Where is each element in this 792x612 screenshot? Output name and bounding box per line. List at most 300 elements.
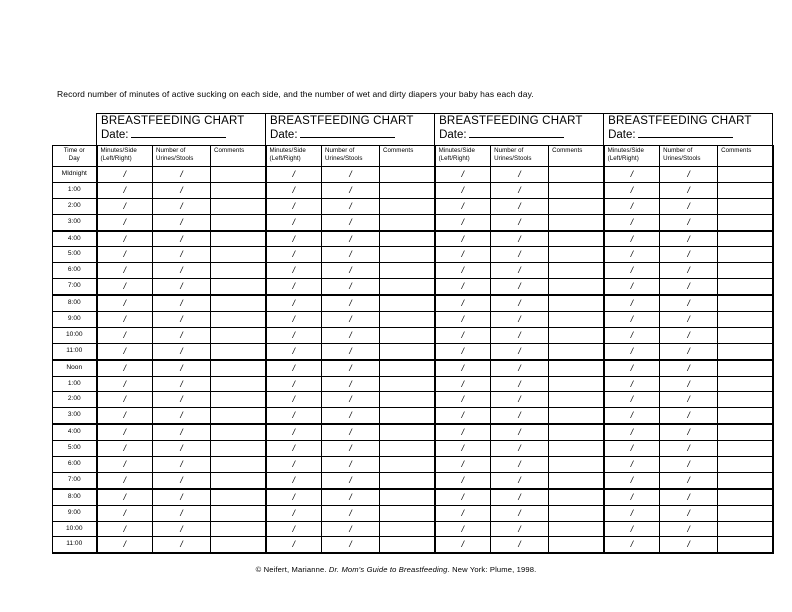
comments-entry-cell[interactable] (211, 376, 266, 392)
minutes-side-entry-cell[interactable]: / (604, 392, 660, 408)
minutes-side-entry-cell[interactable]: / (97, 231, 153, 247)
comments-entry-cell[interactable] (549, 441, 604, 457)
minutes-side-entry-cell[interactable]: / (604, 198, 660, 214)
table-row (53, 392, 773, 408)
minutes-side-entry-cell[interactable]: / (435, 521, 491, 537)
minutes-side-entry-cell[interactable]: / (266, 537, 322, 553)
minutes-side-entry-cell[interactable]: / (435, 343, 491, 359)
comments-entry-cell[interactable] (718, 279, 773, 295)
minutes-side-entry-cell[interactable]: / (266, 295, 322, 311)
minutes-side-entry-cell[interactable]: / (435, 472, 491, 488)
urines-stools-entry-cell[interactable]: / (153, 376, 211, 392)
urines-stools-entry-cell[interactable]: / (660, 198, 718, 214)
comments-entry-cell[interactable] (211, 360, 266, 376)
comments-entry-cell[interactable] (549, 489, 604, 505)
urines-stools-entry-cell[interactable]: / (322, 312, 380, 328)
comments-entry-cell[interactable] (380, 360, 435, 376)
urines-stools-entry-cell[interactable]: / (322, 182, 380, 198)
comments-entry-cell[interactable] (211, 182, 266, 198)
urines-stools-entry-cell[interactable]: / (491, 231, 549, 247)
comments-entry-cell[interactable] (549, 457, 604, 473)
minutes-side-entry-cell[interactable]: / (266, 424, 322, 440)
urines-stools-entry-cell[interactable]: / (660, 408, 718, 424)
comments-entry-cell[interactable] (549, 231, 604, 247)
urines-stools-entry-cell[interactable]: / (153, 167, 211, 183)
urines-stools-entry-cell[interactable]: / (660, 295, 718, 311)
urines-stools-entry-cell[interactable]: / (153, 505, 211, 521)
comments-entry-cell[interactable] (549, 247, 604, 263)
urines-stools-entry-cell[interactable]: / (491, 295, 549, 311)
minutes-side-entry-cell[interactable]: / (435, 505, 491, 521)
minutes-side-entry-cell[interactable]: / (604, 167, 660, 183)
comments-entry-cell[interactable] (718, 457, 773, 473)
urines-stools-entry-cell[interactable]: / (491, 360, 549, 376)
comments-entry-cell[interactable] (211, 214, 266, 230)
comments-entry-cell[interactable] (718, 489, 773, 505)
minutes-side-entry-cell[interactable]: / (604, 537, 660, 553)
minutes-side-entry-cell[interactable]: / (266, 231, 322, 247)
urines-stools-entry-cell[interactable]: / (322, 521, 380, 537)
minutes-side-entry-cell[interactable]: / (604, 505, 660, 521)
comments-entry-cell[interactable] (380, 327, 435, 343)
comments-entry-cell[interactable] (211, 231, 266, 247)
urines-stools-entry-cell[interactable]: / (660, 489, 718, 505)
minutes-side-entry-cell[interactable]: / (435, 231, 491, 247)
minutes-side-entry-cell[interactable]: / (266, 343, 322, 359)
time-label-cell: 4:00 (53, 231, 97, 247)
minutes-side-entry-cell[interactable]: / (266, 392, 322, 408)
minutes-side-entry-cell[interactable]: / (97, 489, 153, 505)
comments-entry-cell[interactable] (718, 182, 773, 198)
comments-entry-cell[interactable] (211, 327, 266, 343)
urines-stools-entry-cell[interactable]: / (322, 424, 380, 440)
minutes-side-entry-cell[interactable]: / (604, 424, 660, 440)
minutes-side-entry-cell[interactable]: / (435, 279, 491, 295)
minutes-side-entry-cell[interactable]: / (604, 214, 660, 230)
minutes-side-entry-cell[interactable]: / (97, 472, 153, 488)
urines-stools-entry-cell[interactable]: / (153, 521, 211, 537)
comments-entry-cell[interactable] (549, 505, 604, 521)
minutes-side-entry-cell[interactable]: / (604, 312, 660, 328)
comments-entry-cell[interactable] (549, 376, 604, 392)
comments-entry-cell[interactable] (211, 167, 266, 183)
minutes-side-entry-cell[interactable]: / (97, 521, 153, 537)
comments-entry-cell[interactable] (549, 537, 604, 553)
urines-stools-entry-cell[interactable]: / (322, 214, 380, 230)
comments-entry-cell[interactable] (549, 424, 604, 440)
urines-stools-entry-cell[interactable]: / (153, 182, 211, 198)
minutes-side-entry-cell[interactable]: / (266, 327, 322, 343)
minutes-side-entry-cell[interactable]: / (604, 489, 660, 505)
urines-stools-entry-cell[interactable]: / (322, 295, 380, 311)
urines-stools-entry-cell[interactable]: / (153, 343, 211, 359)
urines-stools-entry-cell[interactable]: / (660, 312, 718, 328)
minutes-side-entry-cell[interactable]: / (266, 167, 322, 183)
urines-stools-entry-cell[interactable]: / (491, 376, 549, 392)
minutes-side-entry-cell[interactable]: / (435, 392, 491, 408)
urines-stools-entry-cell[interactable]: / (660, 182, 718, 198)
comments-entry-cell[interactable] (718, 231, 773, 247)
urines-stools-entry-cell[interactable]: / (491, 472, 549, 488)
minutes-side-entry-cell[interactable]: / (604, 182, 660, 198)
minutes-side-entry-cell[interactable]: / (97, 167, 153, 183)
urines-stools-entry-cell[interactable]: / (660, 505, 718, 521)
comments-entry-cell[interactable] (380, 424, 435, 440)
minutes-side-entry-cell[interactable]: / (435, 457, 491, 473)
urines-stools-entry-cell[interactable]: / (322, 231, 380, 247)
urines-stools-entry-cell[interactable]: / (491, 537, 549, 553)
urines-stools-entry-cell[interactable]: / (322, 489, 380, 505)
comments-entry-cell[interactable] (549, 167, 604, 183)
comments-entry-cell[interactable] (211, 424, 266, 440)
comments-entry-cell[interactable] (718, 392, 773, 408)
urines-stools-entry-cell[interactable]: / (322, 263, 380, 279)
urines-stools-entry-cell[interactable]: / (491, 312, 549, 328)
comments-entry-cell[interactable] (549, 343, 604, 359)
comments-entry-cell[interactable] (380, 392, 435, 408)
minutes-side-entry-cell[interactable]: / (266, 279, 322, 295)
minutes-side-entry-cell[interactable]: / (266, 360, 322, 376)
minutes-side-entry-cell[interactable]: / (435, 537, 491, 553)
urines-stools-entry-cell[interactable]: / (491, 247, 549, 263)
minutes-side-entry-cell[interactable]: / (435, 167, 491, 183)
minutes-side-entry-cell[interactable]: / (604, 327, 660, 343)
urines-stools-entry-cell[interactable]: / (660, 392, 718, 408)
date-write-line[interactable] (300, 128, 395, 138)
comments-entry-cell[interactable] (549, 198, 604, 214)
comments-entry-cell[interactable] (549, 360, 604, 376)
urines-stools-entry-cell[interactable]: / (660, 472, 718, 488)
comments-entry-cell[interactable] (380, 376, 435, 392)
comments-entry-cell[interactable] (380, 343, 435, 359)
urines-stools-entry-cell[interactable]: / (491, 214, 549, 230)
comments-entry-cell[interactable] (380, 441, 435, 457)
urines-stools-entry-cell[interactable]: / (660, 231, 718, 247)
urines-stools-entry-cell[interactable]: / (153, 214, 211, 230)
minutes-side-entry-cell[interactable]: / (435, 360, 491, 376)
minutes-side-entry-cell[interactable]: / (435, 312, 491, 328)
minutes-side-entry-cell[interactable]: / (97, 457, 153, 473)
comments-entry-cell[interactable] (718, 376, 773, 392)
urines-stools-entry-cell[interactable]: / (322, 376, 380, 392)
minutes-side-entry-cell[interactable]: / (604, 376, 660, 392)
urines-stools-entry-cell[interactable]: / (153, 489, 211, 505)
minutes-side-entry-cell[interactable]: / (97, 360, 153, 376)
urines-stools-entry-cell[interactable]: / (491, 167, 549, 183)
urines-stools-entry-cell[interactable]: / (660, 441, 718, 457)
date-write-line[interactable] (131, 128, 226, 138)
comments-entry-cell[interactable] (380, 263, 435, 279)
urines-stools-entry-cell[interactable]: / (491, 408, 549, 424)
urines-stools-entry-cell[interactable]: / (491, 424, 549, 440)
minutes-side-entry-cell[interactable]: / (435, 247, 491, 263)
minutes-side-entry-cell[interactable]: / (435, 263, 491, 279)
minutes-side-entry-cell[interactable]: / (604, 521, 660, 537)
comments-entry-cell[interactable] (211, 247, 266, 263)
comments-entry-cell[interactable] (380, 182, 435, 198)
minutes-side-entry-cell[interactable]: / (435, 376, 491, 392)
comments-entry-cell[interactable] (549, 214, 604, 230)
comments-entry-cell[interactable] (718, 327, 773, 343)
comments-entry-cell[interactable] (380, 457, 435, 473)
urines-stools-entry-cell[interactable]: / (491, 263, 549, 279)
urines-stools-entry-cell[interactable]: / (322, 198, 380, 214)
title-row-spacer (53, 114, 97, 146)
comments-entry-cell[interactable] (380, 279, 435, 295)
comments-entry-cell[interactable] (718, 295, 773, 311)
urines-stools-entry-cell[interactable]: / (322, 505, 380, 521)
urines-stools-entry-cell[interactable]: / (153, 247, 211, 263)
comments-entry-cell[interactable] (211, 198, 266, 214)
comments-entry-cell[interactable] (718, 408, 773, 424)
comments-entry-cell[interactable] (718, 441, 773, 457)
comments-entry-cell[interactable] (211, 537, 266, 553)
urines-stools-entry-cell[interactable]: / (322, 247, 380, 263)
comments-entry-cell[interactable] (380, 167, 435, 183)
comments-entry-cell[interactable] (549, 263, 604, 279)
minutes-side-entry-cell[interactable]: / (435, 214, 491, 230)
minutes-side-entry-cell[interactable]: / (435, 424, 491, 440)
urines-stools-entry-cell[interactable]: / (660, 424, 718, 440)
comments-entry-cell[interactable] (549, 312, 604, 328)
urines-stools-entry-cell[interactable]: / (153, 408, 211, 424)
urines-stools-entry-cell[interactable]: / (322, 167, 380, 183)
urines-stools-entry-cell[interactable]: / (153, 360, 211, 376)
minutes-side-entry-cell[interactable]: / (266, 312, 322, 328)
minutes-side-entry-cell[interactable]: / (97, 441, 153, 457)
urines-stools-entry-cell[interactable]: / (660, 521, 718, 537)
comments-entry-cell[interactable] (718, 263, 773, 279)
comments-entry-cell[interactable] (549, 408, 604, 424)
comments-entry-cell[interactable] (380, 408, 435, 424)
urines-stools-entry-cell[interactable]: / (153, 441, 211, 457)
date-field[interactable] (608, 128, 772, 142)
minutes-side-entry-cell[interactable]: / (604, 247, 660, 263)
comments-entry-cell[interactable] (380, 312, 435, 328)
urines-stools-entry-cell[interactable]: / (322, 327, 380, 343)
urines-stools-entry-cell[interactable]: / (660, 537, 718, 553)
minutes-side-entry-cell[interactable]: / (266, 521, 322, 537)
minutes-side-entry-cell[interactable]: / (97, 392, 153, 408)
minutes-side-entry-cell[interactable]: / (266, 182, 322, 198)
comments-entry-cell[interactable] (211, 295, 266, 311)
comments-entry-cell[interactable] (380, 505, 435, 521)
urines-stools-entry-cell[interactable]: / (491, 198, 549, 214)
comments-entry-cell[interactable] (380, 489, 435, 505)
comments-entry-cell[interactable] (211, 521, 266, 537)
comments-entry-cell[interactable] (211, 279, 266, 295)
date-write-line[interactable] (638, 128, 733, 138)
minutes-side-entry-cell[interactable]: / (604, 343, 660, 359)
urines-stools-entry-cell[interactable]: / (153, 392, 211, 408)
minutes-side-entry-cell[interactable]: / (266, 376, 322, 392)
urines-stools-entry-cell[interactable]: / (491, 521, 549, 537)
minutes-side-entry-cell[interactable]: / (266, 247, 322, 263)
urines-stools-entry-cell[interactable]: / (322, 360, 380, 376)
urines-stools-entry-cell[interactable]: / (322, 279, 380, 295)
comments-entry-cell[interactable] (718, 472, 773, 488)
minutes-side-entry-cell[interactable]: / (604, 231, 660, 247)
comments-entry-cell[interactable] (211, 472, 266, 488)
urines-stools-entry-cell[interactable]: / (660, 279, 718, 295)
minutes-side-entry-cell[interactable]: / (604, 441, 660, 457)
comments-entry-cell[interactable] (211, 441, 266, 457)
urines-stools-entry-cell[interactable]: / (322, 392, 380, 408)
comments-entry-cell[interactable] (718, 537, 773, 553)
minutes-side-entry-cell[interactable]: / (97, 198, 153, 214)
time-label-cell: 11:00 (53, 343, 97, 359)
comments-entry-cell[interactable] (549, 182, 604, 198)
minutes-side-entry-cell[interactable]: / (604, 472, 660, 488)
minutes-side-entry-cell[interactable]: / (604, 360, 660, 376)
minutes-side-entry-cell[interactable]: / (97, 247, 153, 263)
minutes-side-entry-cell[interactable]: / (266, 408, 322, 424)
urines-stools-entry-cell[interactable]: / (322, 441, 380, 457)
date-field[interactable] (270, 128, 434, 142)
urines-stools-entry-cell[interactable]: / (660, 376, 718, 392)
comments-entry-cell[interactable] (380, 521, 435, 537)
date-field[interactable] (439, 128, 603, 142)
urines-stools-entry-cell[interactable]: / (660, 247, 718, 263)
comments-entry-cell[interactable] (549, 392, 604, 408)
urines-stools-entry-cell[interactable]: / (322, 408, 380, 424)
comments-entry-cell[interactable] (211, 489, 266, 505)
comments-entry-cell[interactable] (549, 279, 604, 295)
minutes-side-entry-cell[interactable]: / (97, 424, 153, 440)
comments-entry-cell[interactable] (718, 505, 773, 521)
comments-entry-cell[interactable] (211, 312, 266, 328)
urines-stools-entry-cell[interactable]: / (153, 295, 211, 311)
minutes-side-entry-cell[interactable]: / (435, 198, 491, 214)
urines-stools-entry-cell[interactable]: / (491, 441, 549, 457)
minutes-side-entry-cell[interactable]: / (266, 505, 322, 521)
comments-entry-cell[interactable] (718, 247, 773, 263)
minutes-side-entry-cell[interactable]: / (604, 457, 660, 473)
comments-entry-cell[interactable] (211, 408, 266, 424)
urines-stools-entry-cell[interactable]: / (153, 472, 211, 488)
minutes-side-entry-cell[interactable]: / (97, 343, 153, 359)
minutes-side-entry-cell[interactable]: / (97, 408, 153, 424)
comments-entry-cell[interactable] (718, 521, 773, 537)
urines-stools-entry-cell[interactable]: / (491, 343, 549, 359)
minutes-side-entry-cell[interactable]: / (435, 489, 491, 505)
comments-entry-cell[interactable] (380, 198, 435, 214)
comments-entry-cell[interactable] (549, 521, 604, 537)
comments-entry-cell[interactable] (718, 360, 773, 376)
minutes-side-entry-cell[interactable]: / (604, 279, 660, 295)
minutes-side-entry-cell[interactable]: / (604, 408, 660, 424)
urines-stools-entry-cell[interactable]: / (322, 457, 380, 473)
minutes-side-entry-cell[interactable]: / (97, 312, 153, 328)
minutes-side-entry-cell[interactable]: / (435, 182, 491, 198)
urines-stools-entry-cell[interactable]: / (153, 312, 211, 328)
urines-stools-entry-cell[interactable]: / (491, 457, 549, 473)
minutes-side-entry-cell[interactable]: / (266, 457, 322, 473)
urines-stools-entry-cell[interactable]: / (153, 231, 211, 247)
comments-entry-cell[interactable] (549, 295, 604, 311)
minutes-side-entry-cell[interactable]: / (604, 263, 660, 279)
comments-entry-cell[interactable] (380, 231, 435, 247)
comments-entry-cell[interactable] (211, 505, 266, 521)
urines-stools-entry-cell[interactable]: / (153, 198, 211, 214)
comments-entry-cell[interactable] (380, 247, 435, 263)
urines-stools-entry-cell[interactable]: / (660, 214, 718, 230)
urines-stools-entry-cell[interactable]: / (660, 360, 718, 376)
minutes-side-entry-cell[interactable]: / (266, 441, 322, 457)
minutes-side-entry-cell[interactable]: / (266, 489, 322, 505)
minutes-side-entry-cell[interactable]: / (97, 263, 153, 279)
minutes-side-entry-cell[interactable]: / (97, 505, 153, 521)
comments-entry-cell[interactable] (380, 214, 435, 230)
comments-entry-cell[interactable] (211, 263, 266, 279)
minutes-side-entry-cell[interactable]: / (435, 408, 491, 424)
urines-stools-entry-cell[interactable]: / (491, 182, 549, 198)
minutes-side-entry-cell[interactable]: / (435, 441, 491, 457)
minutes-side-entry-cell[interactable]: / (266, 198, 322, 214)
urines-stools-entry-cell[interactable]: / (153, 279, 211, 295)
date-field[interactable] (101, 128, 265, 142)
minutes-side-entry-cell[interactable]: / (97, 537, 153, 553)
urines-stools-entry-cell[interactable]: / (322, 537, 380, 553)
minutes-side-entry-cell[interactable]: / (266, 214, 322, 230)
urines-stools-entry-cell[interactable]: / (660, 263, 718, 279)
minutes-side-entry-cell[interactable]: / (97, 182, 153, 198)
minutes-side-entry-cell[interactable]: / (266, 263, 322, 279)
minutes-side-entry-cell[interactable]: / (97, 279, 153, 295)
urines-stools-entry-cell[interactable]: / (322, 472, 380, 488)
comments-entry-cell[interactable] (380, 537, 435, 553)
urines-stools-entry-cell[interactable]: / (491, 392, 549, 408)
minutes-side-entry-cell[interactable]: / (97, 376, 153, 392)
comments-entry-cell[interactable] (380, 295, 435, 311)
minutes-side-entry-cell[interactable]: / (435, 327, 491, 343)
minutes-side-entry-cell[interactable]: / (97, 214, 153, 230)
comments-entry-cell[interactable] (211, 343, 266, 359)
urines-stools-entry-cell[interactable]: / (491, 279, 549, 295)
urines-stools-entry-cell[interactable]: / (660, 167, 718, 183)
urines-stools-entry-cell[interactable]: / (660, 343, 718, 359)
urines-stools-entry-cell[interactable]: / (660, 327, 718, 343)
minutes-side-entry-cell[interactable]: / (97, 327, 153, 343)
minutes-side-entry-cell[interactable]: / (435, 295, 491, 311)
urines-stools-entry-cell[interactable]: / (322, 343, 380, 359)
comments-entry-cell[interactable] (380, 472, 435, 488)
comments-entry-cell[interactable] (211, 392, 266, 408)
urines-stools-entry-cell[interactable]: / (153, 327, 211, 343)
urines-stools-entry-cell[interactable]: / (153, 263, 211, 279)
urines-stools-entry-cell[interactable]: / (153, 537, 211, 553)
minutes-side-entry-cell[interactable]: / (604, 295, 660, 311)
comments-entry-cell[interactable] (718, 167, 773, 183)
comments-entry-cell[interactable] (718, 198, 773, 214)
urines-stools-entry-cell[interactable]: / (491, 489, 549, 505)
urines-stools-entry-cell[interactable]: / (660, 457, 718, 473)
comments-entry-cell[interactable] (718, 214, 773, 230)
comments-entry-cell[interactable] (718, 312, 773, 328)
comments-entry-cell[interactable] (718, 343, 773, 359)
minutes-side-entry-cell[interactable]: / (266, 472, 322, 488)
urines-stools-entry-cell[interactable]: / (491, 505, 549, 521)
urines-stools-entry-cell[interactable]: / (153, 457, 211, 473)
urines-stools-entry-cell[interactable]: / (491, 327, 549, 343)
comments-entry-cell[interactable] (549, 472, 604, 488)
minutes-side-entry-cell[interactable]: / (97, 295, 153, 311)
comments-entry-cell[interactable] (549, 327, 604, 343)
comments-entry-cell[interactable] (718, 424, 773, 440)
date-write-line[interactable] (469, 128, 564, 138)
urines-stools-entry-cell[interactable]: / (153, 424, 211, 440)
comments-entry-cell[interactable] (211, 457, 266, 473)
